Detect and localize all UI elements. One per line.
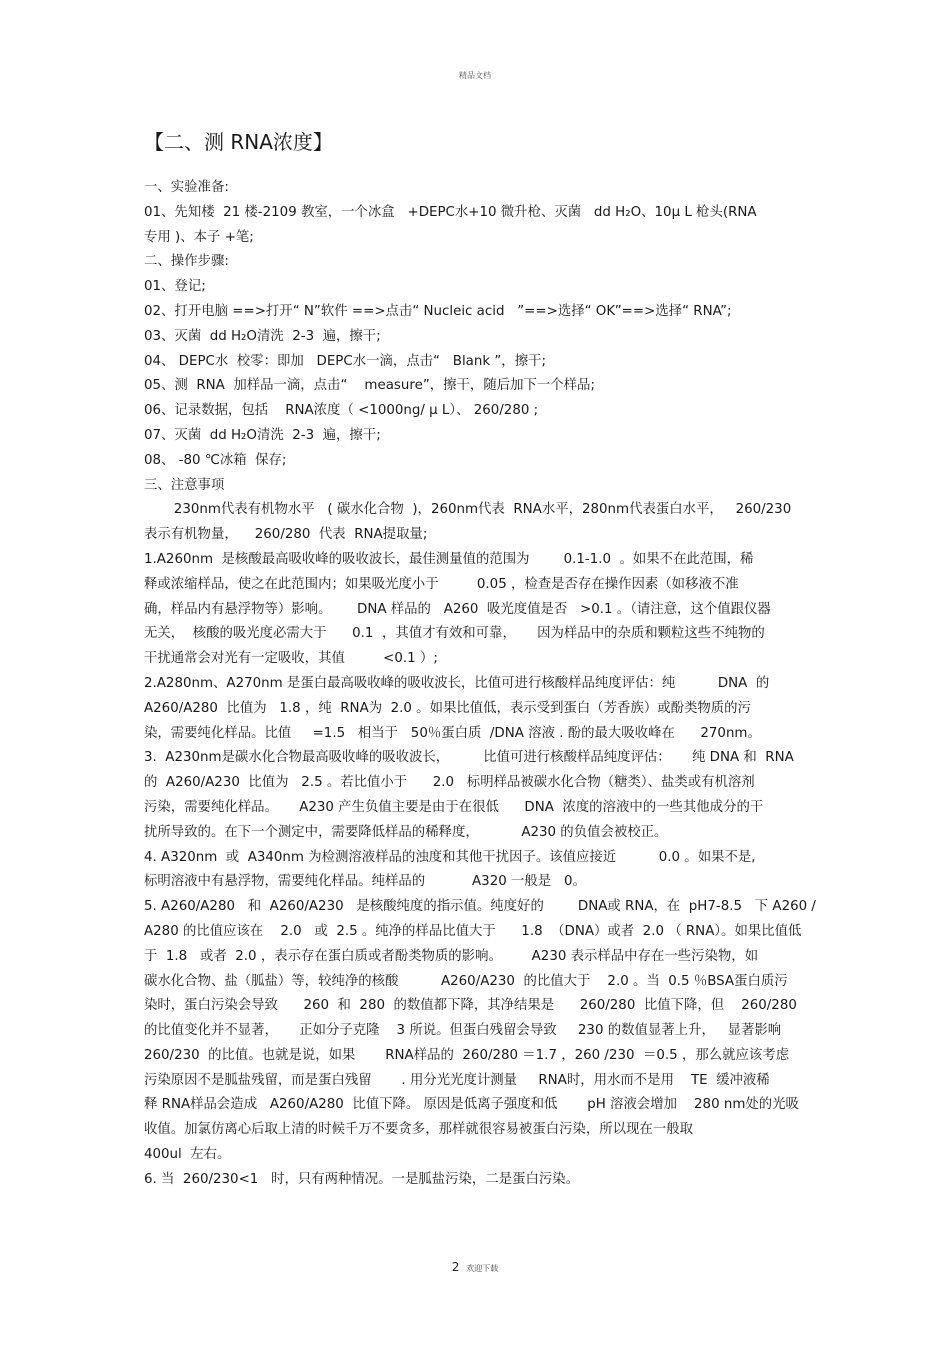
- text-line: 6. 当 260/230<1 时，只有两种情况。一是胍盐污染，二是蛋白污染。: [144, 1171, 580, 1187]
- text-line: 4. A320nm 或 A340nm 为检测溶液样品的浊度和其他干扰因子。该值应接近 0.0 。如果不是,: [144, 849, 756, 865]
- text-line: 收值。加氯仿离心后取上清的时候千万不要贪多，那样就很容易被蛋白污染，所以现在一般取: [144, 1122, 694, 1138]
- text-line: 的比值变化并不显著， 正如分子克隆 3 所说。但蛋白残留会导致 230 的数值显著上升， 显著影响: [144, 1023, 782, 1039]
- text-line: A260/A280 比值为 1.8 ，纯 RNA为 2.0 。如果比值低，表示受到蛋白（芳香族）或酚类物质的污: [144, 700, 751, 716]
- text-line: A280 的比值应该在 2.0 或 2.5 。纯净的样品比值大于 1.8 （DNA）或者 2.0 （ RNA）。如果比值低: [144, 923, 802, 939]
- text-line: 1.A260nm 是核酸最高吸收峰的吸收波长，最佳测量值的范围为 0.1-1.0 。如果不在此范围，稀: [144, 551, 754, 567]
- header-watermark: 精品文档: [459, 71, 491, 80]
- text-line: 释 RNA样品会造成 A260/A280 比值下降。 原因是低离子强度和低 pH 溶液会增加 280 nm处的光吸: [144, 1097, 799, 1113]
- text-line: 08、 -80 ℃冰箱 保存;: [144, 452, 287, 468]
- page-footer: [0, 1260, 950, 1274]
- text-line: 230nm代表有机物水平 ( 碳水化合物 )，260nm代表 RNA水平，280nm代表蛋白水平， 260/230: [144, 502, 792, 518]
- text-line: 二、操作步骤:: [144, 254, 229, 270]
- text-line: 三、注意事项: [144, 477, 225, 493]
- text-line: 标明溶液中有悬浮物，需要纯化样品。纯样品的 A320 一般是 0。: [144, 874, 586, 890]
- text-lines: [144, 176, 814, 1193]
- text-line: 干扰通常会对光有一定吸收，其值 <0.1 ）;: [144, 651, 438, 667]
- page-number: 2: [451, 1260, 460, 1274]
- text-line: 的 A260/A230 比值为 2.5 。若比值小于 2.0 标明样品被碳水化合物（糖类）、盐类或有机溶剂: [144, 775, 755, 791]
- text-line: 05、测 RNA 加样品一滴，点击“ measure”，擦干，随后加下一个样品;: [144, 378, 595, 394]
- text-line: 扰所导致的。在下一个测定中，需要降低样品的稀释度， A230 的负值会被校正。: [144, 824, 668, 840]
- text-line: 3. A230nm是碳水化合物最高吸收峰的吸收波长， 比值可进行核酸样品纯度评估： 纯 DNA 和 RNA: [144, 750, 794, 766]
- text-line: 5. A260/A280 和 A260/A230 是核酸纯度的指示值。纯度好的 DNA或 RNA，在 pH7-8.5 下 A260 /: [144, 899, 816, 915]
- text-line: 260/230 的比值。也就是说，如果 RNA样品的 260/280 ＝1.7 ，260 /230 ＝0.5 ，那么就应该考虑: [144, 1047, 790, 1063]
- text-line: 染，需要纯化样品。比值 =1.5 相当于 50％蛋白质 /DNA 溶液 . 酚的最大吸收峰在 270nm。: [144, 725, 761, 741]
- text-line: 专用 )、本子 +笔;: [144, 229, 254, 245]
- text-line: 污染原因不是胍盐残留，而是蛋白残留 . 用分光光度计测量 RNA时，用水而不是用 TE 缓冲液稀: [144, 1072, 770, 1088]
- page-title: 【二、测 RNA浓度】: [144, 130, 333, 154]
- text-line: 2.A280nm、A270nm 是蛋白最高吸收峰的吸收波长，比值可进行核酸样品纯度评估：纯 DNA 的: [144, 675, 770, 691]
- text-line: 无关， 核酸的吸光度必需大于 0.1 ，其值才有效和可靠， 因为样品中的杂质和颗粒这些不纯物的: [144, 626, 765, 642]
- text-line: 400ul 左右。: [144, 1147, 231, 1163]
- footer-note: 欢迎下载: [466, 1264, 499, 1273]
- text-line: 02、打开电脑 ==>打开“ N”软件 ==>点击“ Nucleic acid ”==>选择“ OK”==>选择“ RNA”;: [144, 303, 732, 319]
- text-line: 04、 DEPC水 校零：即加 DEPC水一滴，点击“ Blank ”，擦干;: [144, 353, 546, 369]
- text-line: 表示有机物量， 260/280 代表 RNA提取量;: [144, 527, 428, 543]
- text-line: 01、登记;: [144, 279, 206, 295]
- text-line: 确，样品内有悬浮物等）影响。 DNA 样品的 A260 吸光度值是否 >0.1 。（请注意，这个值跟仪器: [144, 601, 771, 617]
- text-line: 污染，需要纯化样品。 A230 产生负值主要是由于在很低 DNA 浓度的溶液中的一些其他成分的干: [144, 799, 764, 815]
- text-line: 01、先知楼 21 楼-2109 教室，一个冰盒 +DEPC水+10 微升枪、灭菌 dd H₂O、10μ L 枪头(RNA: [144, 204, 757, 220]
- text-line: 03、灭菌 dd H₂O清洗 2-3 遍，擦干;: [144, 328, 381, 344]
- text-line: 释或浓缩样品，使之在此范围内；如果吸光度小于 0.05 ，检查是否存在操作因素（如移液不准: [144, 576, 739, 592]
- text-line: 碳水化合物、盐（胍盐）等，较纯净的核酸 A260/A230 的比值大于 2.0 。当 0.5 ％BSA蛋白质污: [144, 973, 788, 989]
- text-line: 06、记录数据，包括 RNA浓度（ <1000ng/ μ L）、 260/280 ;: [144, 403, 539, 419]
- text-line: 于 1.8 或者 2.0 ，表示存在蛋白质或者酚类物质的影响。 A230 表示样品中存在一些污染物，如: [144, 948, 759, 964]
- text-line: 07、灭菌 dd H₂O清洗 2-3 遍，擦干;: [144, 427, 381, 443]
- text-line: 染时，蛋白污染会导致 260 和 280 的数值都下降，其净结果是 260/280 比值下降，但 260/280: [144, 998, 797, 1014]
- text-line: 一、实验准备:: [144, 180, 229, 195]
- document-body: [144, 128, 814, 1193]
